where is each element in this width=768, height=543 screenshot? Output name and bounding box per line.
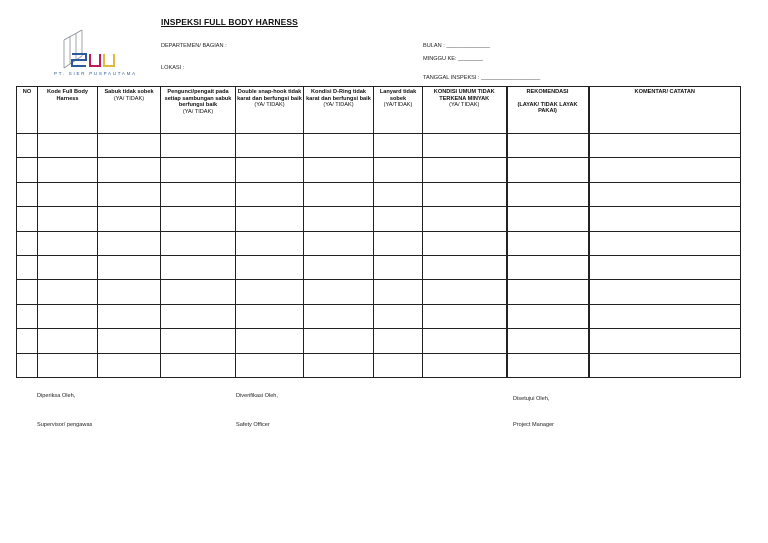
table-cell[interactable]: [304, 158, 374, 182]
table-cell[interactable]: [236, 329, 304, 353]
table-cell[interactable]: [304, 304, 374, 328]
project-manager-label: Project Manager: [513, 422, 555, 428]
table-cell[interactable]: [304, 231, 374, 255]
table-cell[interactable]: [17, 182, 38, 206]
table-row: [17, 304, 741, 328]
table-cell[interactable]: [17, 304, 38, 328]
table-cell[interactable]: [507, 182, 589, 206]
table-cell[interactable]: [161, 304, 236, 328]
table-row: [17, 280, 741, 304]
table-cell[interactable]: [161, 255, 236, 279]
table-cell[interactable]: [423, 280, 507, 304]
table-cell[interactable]: [589, 255, 741, 279]
table-cell[interactable]: [589, 207, 741, 231]
table-cell[interactable]: [507, 231, 589, 255]
table-cell[interactable]: [423, 329, 507, 353]
table-cell[interactable]: [304, 255, 374, 279]
table-cell[interactable]: [507, 353, 589, 377]
lokasi-label: LOKASI :: [161, 65, 185, 71]
table-row: [17, 353, 741, 377]
table-cell[interactable]: [304, 182, 374, 206]
table-cell[interactable]: [589, 304, 741, 328]
supervisor-label: Supervisor/ pengawas: [37, 422, 93, 428]
table-cell[interactable]: [589, 158, 741, 182]
table-cell[interactable]: [374, 329, 423, 353]
table-cell[interactable]: [38, 134, 98, 158]
table-cell[interactable]: [589, 329, 741, 353]
table-cell[interactable]: [304, 329, 374, 353]
table-cell[interactable]: [38, 182, 98, 206]
table-cell[interactable]: [374, 158, 423, 182]
table-cell[interactable]: [161, 329, 236, 353]
table-cell[interactable]: [161, 353, 236, 377]
col-kondisi-umum: KONDISI UMUM TIDAK TERKENA MINYAK (YA/ TIDAK): [423, 87, 507, 134]
inspection-table: [16, 86, 741, 378]
table-cell[interactable]: [236, 280, 304, 304]
table-cell[interactable]: [423, 304, 507, 328]
table-cell[interactable]: [236, 353, 304, 377]
table-cell[interactable]: [98, 182, 161, 206]
table-cell[interactable]: [304, 280, 374, 304]
table-cell[interactable]: [38, 255, 98, 279]
table-cell[interactable]: [374, 231, 423, 255]
table-cell[interactable]: [589, 134, 741, 158]
table-body: [17, 134, 741, 378]
table-cell[interactable]: [589, 231, 741, 255]
table-cell[interactable]: [161, 207, 236, 231]
table-cell[interactable]: [38, 158, 98, 182]
table-row: [17, 255, 741, 279]
col-dring: Kondisi D-Ring tidak karat dan berfungsi baik (YA/ TIDAK): [304, 87, 374, 134]
table-cell[interactable]: [38, 329, 98, 353]
table-row: [17, 231, 741, 255]
table-cell[interactable]: [304, 134, 374, 158]
col-rekomendasi: REKOMENDASI (LAYAK/ TIDAK LAYAK PAKAI): [507, 87, 589, 134]
table-cell[interactable]: [17, 255, 38, 279]
table-cell[interactable]: [17, 353, 38, 377]
table-cell[interactable]: [38, 353, 98, 377]
table-cell[interactable]: [423, 158, 507, 182]
table-row: [17, 329, 741, 353]
table-cell[interactable]: [507, 255, 589, 279]
table-cell[interactable]: [423, 207, 507, 231]
table-cell[interactable]: [38, 231, 98, 255]
table-cell[interactable]: [236, 304, 304, 328]
table-cell[interactable]: [161, 182, 236, 206]
table-cell[interactable]: [236, 182, 304, 206]
table-cell[interactable]: [17, 329, 38, 353]
departemen-label: DEPARTEMEN/ BAGIAN :: [161, 43, 227, 49]
table-cell[interactable]: [236, 255, 304, 279]
table-cell[interactable]: [161, 280, 236, 304]
disetujui-label: Disetujui Oleh,: [513, 396, 550, 402]
table-row: [17, 134, 741, 158]
bulan-field: BULAN : ______________: [423, 43, 490, 49]
table-cell[interactable]: [423, 353, 507, 377]
table-cell[interactable]: [98, 280, 161, 304]
company-name: PT. SIER PUSPAUTAMA: [54, 71, 137, 76]
col-no: NO: [17, 87, 38, 134]
table-cell[interactable]: [98, 304, 161, 328]
col-pengunci: Pengunci/pengait pada setiap sambungan sabuk berfungsi baik (YA/ TIDAK): [161, 87, 236, 134]
table-cell[interactable]: [38, 207, 98, 231]
table-cell[interactable]: [589, 353, 741, 377]
table-row: [17, 182, 741, 206]
table-cell[interactable]: [304, 207, 374, 231]
table-cell[interactable]: [374, 182, 423, 206]
table-cell[interactable]: [161, 134, 236, 158]
safety-officer-label: Safety Officer: [236, 422, 270, 428]
table-cell[interactable]: [507, 158, 589, 182]
table-cell[interactable]: [507, 280, 589, 304]
table-cell[interactable]: [98, 207, 161, 231]
table-cell[interactable]: [423, 231, 507, 255]
table-cell[interactable]: [507, 304, 589, 328]
table-cell[interactable]: [236, 231, 304, 255]
table-cell[interactable]: [17, 158, 38, 182]
table-cell[interactable]: [17, 134, 38, 158]
table-cell[interactable]: [98, 134, 161, 158]
col-komentar: KOMENTAR/ CATATAN: [589, 87, 741, 134]
tanggal-field: TANGGAL INSPEKSI : ___________________: [423, 75, 541, 81]
table-row: [17, 207, 741, 231]
col-lanyard: Lanyard tidak sobek (YA/TIDAK): [374, 87, 423, 134]
table-row: [17, 158, 741, 182]
table-cell[interactable]: [236, 158, 304, 182]
table-cell[interactable]: [161, 158, 236, 182]
table-cell[interactable]: [98, 353, 161, 377]
table-cell[interactable]: [98, 231, 161, 255]
table-cell[interactable]: [38, 280, 98, 304]
table-cell[interactable]: [374, 304, 423, 328]
table-cell[interactable]: [507, 329, 589, 353]
table-cell[interactable]: [98, 329, 161, 353]
table-cell[interactable]: [374, 255, 423, 279]
table-cell[interactable]: [17, 207, 38, 231]
form-title: INSPEKSI FULL BODY HARNESS: [161, 17, 298, 27]
table-cell[interactable]: [507, 134, 589, 158]
table-cell[interactable]: [236, 207, 304, 231]
table-cell[interactable]: [589, 182, 741, 206]
minggu-field: MINGGU KE: ________: [423, 56, 484, 62]
table-cell[interactable]: [161, 231, 236, 255]
table-header-row: [17, 87, 741, 134]
table-cell[interactable]: [423, 134, 507, 158]
table-cell[interactable]: [507, 207, 589, 231]
col-snaphook: Double snap-hook tidak karat dan berfungsi baik (YA/ TIDAK): [236, 87, 304, 134]
table-cell[interactable]: [98, 158, 161, 182]
table-cell[interactable]: [17, 280, 38, 304]
table-cell[interactable]: [589, 280, 741, 304]
diverifikasi-label: Diverifikasi Oleh,: [236, 393, 278, 399]
col-kode: Kode Full Body Harness: [38, 87, 98, 134]
table-cell[interactable]: [38, 304, 98, 328]
table-cell[interactable]: [236, 134, 304, 158]
table-cell[interactable]: [374, 134, 423, 158]
table-cell[interactable]: [304, 353, 374, 377]
diperiksa-label: Diperiksa Oleh,: [37, 393, 76, 399]
table-cell[interactable]: [423, 255, 507, 279]
table-cell[interactable]: [374, 353, 423, 377]
table-cell[interactable]: [374, 207, 423, 231]
col-sabuk: Sabuk tidak sobek (YA/ TIDAK): [98, 87, 161, 134]
table-cell[interactable]: [17, 231, 38, 255]
table-cell[interactable]: [423, 182, 507, 206]
table-cell[interactable]: [98, 255, 161, 279]
table-cell[interactable]: [374, 280, 423, 304]
